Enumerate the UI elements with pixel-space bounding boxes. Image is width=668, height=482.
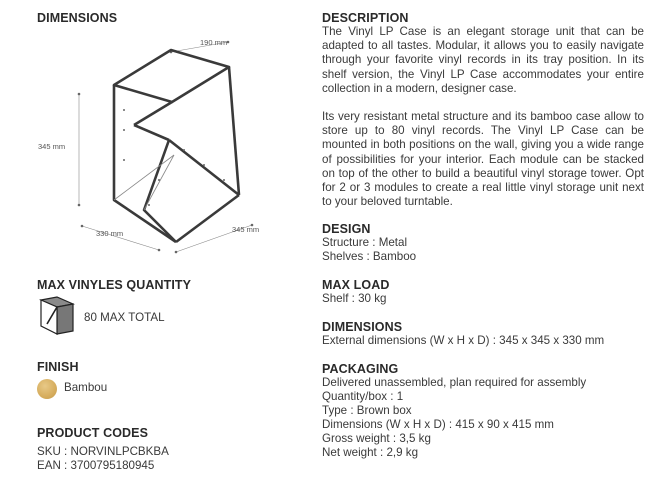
packaging-heading: PACKAGING [322,362,399,376]
dimensions-diagram [34,30,274,255]
packaging-line: Quantity/box : 1 [322,390,404,403]
dimension-width-right: 345 mm [232,225,260,234]
finish-value: Bambou [64,381,108,394]
product-codes-heading: PRODUCT CODES [37,426,149,440]
max-vinyls-value: 80 MAX TOTAL [84,311,165,324]
max-load-shelf: Shelf : 30 kg [322,292,387,305]
external-dimensions-heading: DIMENSIONS [322,320,403,334]
packaging-line: Type : Brown box [322,404,412,417]
max-vinyls-heading: MAX VINYLES QUANTITY [37,278,192,292]
external-dimensions-value: External dimensions (W x H x D) : 345 x 345 x 330 mm [322,334,605,347]
description-heading: DESCRIPTION [322,11,409,25]
sku-code: SKU : NORVINLPCBKBA [37,445,169,458]
packaging-line: Delivered unassembled, plan required for assembly [322,376,587,389]
dimension-width-left: 330 mm [96,229,124,238]
packaging-line: Net weight : 2,9 kg [322,446,419,459]
dimensions-heading: DIMENSIONS [37,11,118,25]
description-paragraph-1: The Vinyl LP Case is an elegant storage unit that can be adapted to all tastes. Modular, it allows you to easily navigate through your favorite vinyl records in its tray position. In its shelf version, the Vinyl LP Case accommodates your entire collection in a modern, designer case. [322,25,644,95]
design-shelves: Shelves : Bamboo [322,250,417,263]
packaging-line: Gross weight : 3,5 kg [322,432,431,445]
packaging-line: Dimensions (W x H x D) : 415 x 90 x 415 mm [322,418,554,431]
max-load-heading: MAX LOAD [322,278,390,292]
dimension-height: 345 mm [38,142,66,151]
bamboo-swatch [37,379,57,399]
dimension-depth: 190 mm [200,38,228,47]
finish-heading: FINISH [37,360,79,374]
design-heading: DESIGN [322,222,371,236]
description-paragraph-2: Its very resistant metal structure and its bamboo case allow to store up to 80 vinyl records. The Vinyl LP Case can be mounted in both positions on the wall, giving you a wide range of possibilities for your interior. Each module can be stacked on top of the other to build a beautiful vinyl storage tower. Opt for 2 or 3 modules to create a real little vinyl storage unit next to your beloved turntable. [322,110,644,209]
ean-code: EAN : 3700795180945 [37,459,155,472]
design-structure: Structure : Metal [322,236,408,249]
vinyl-case-icon [37,296,77,336]
